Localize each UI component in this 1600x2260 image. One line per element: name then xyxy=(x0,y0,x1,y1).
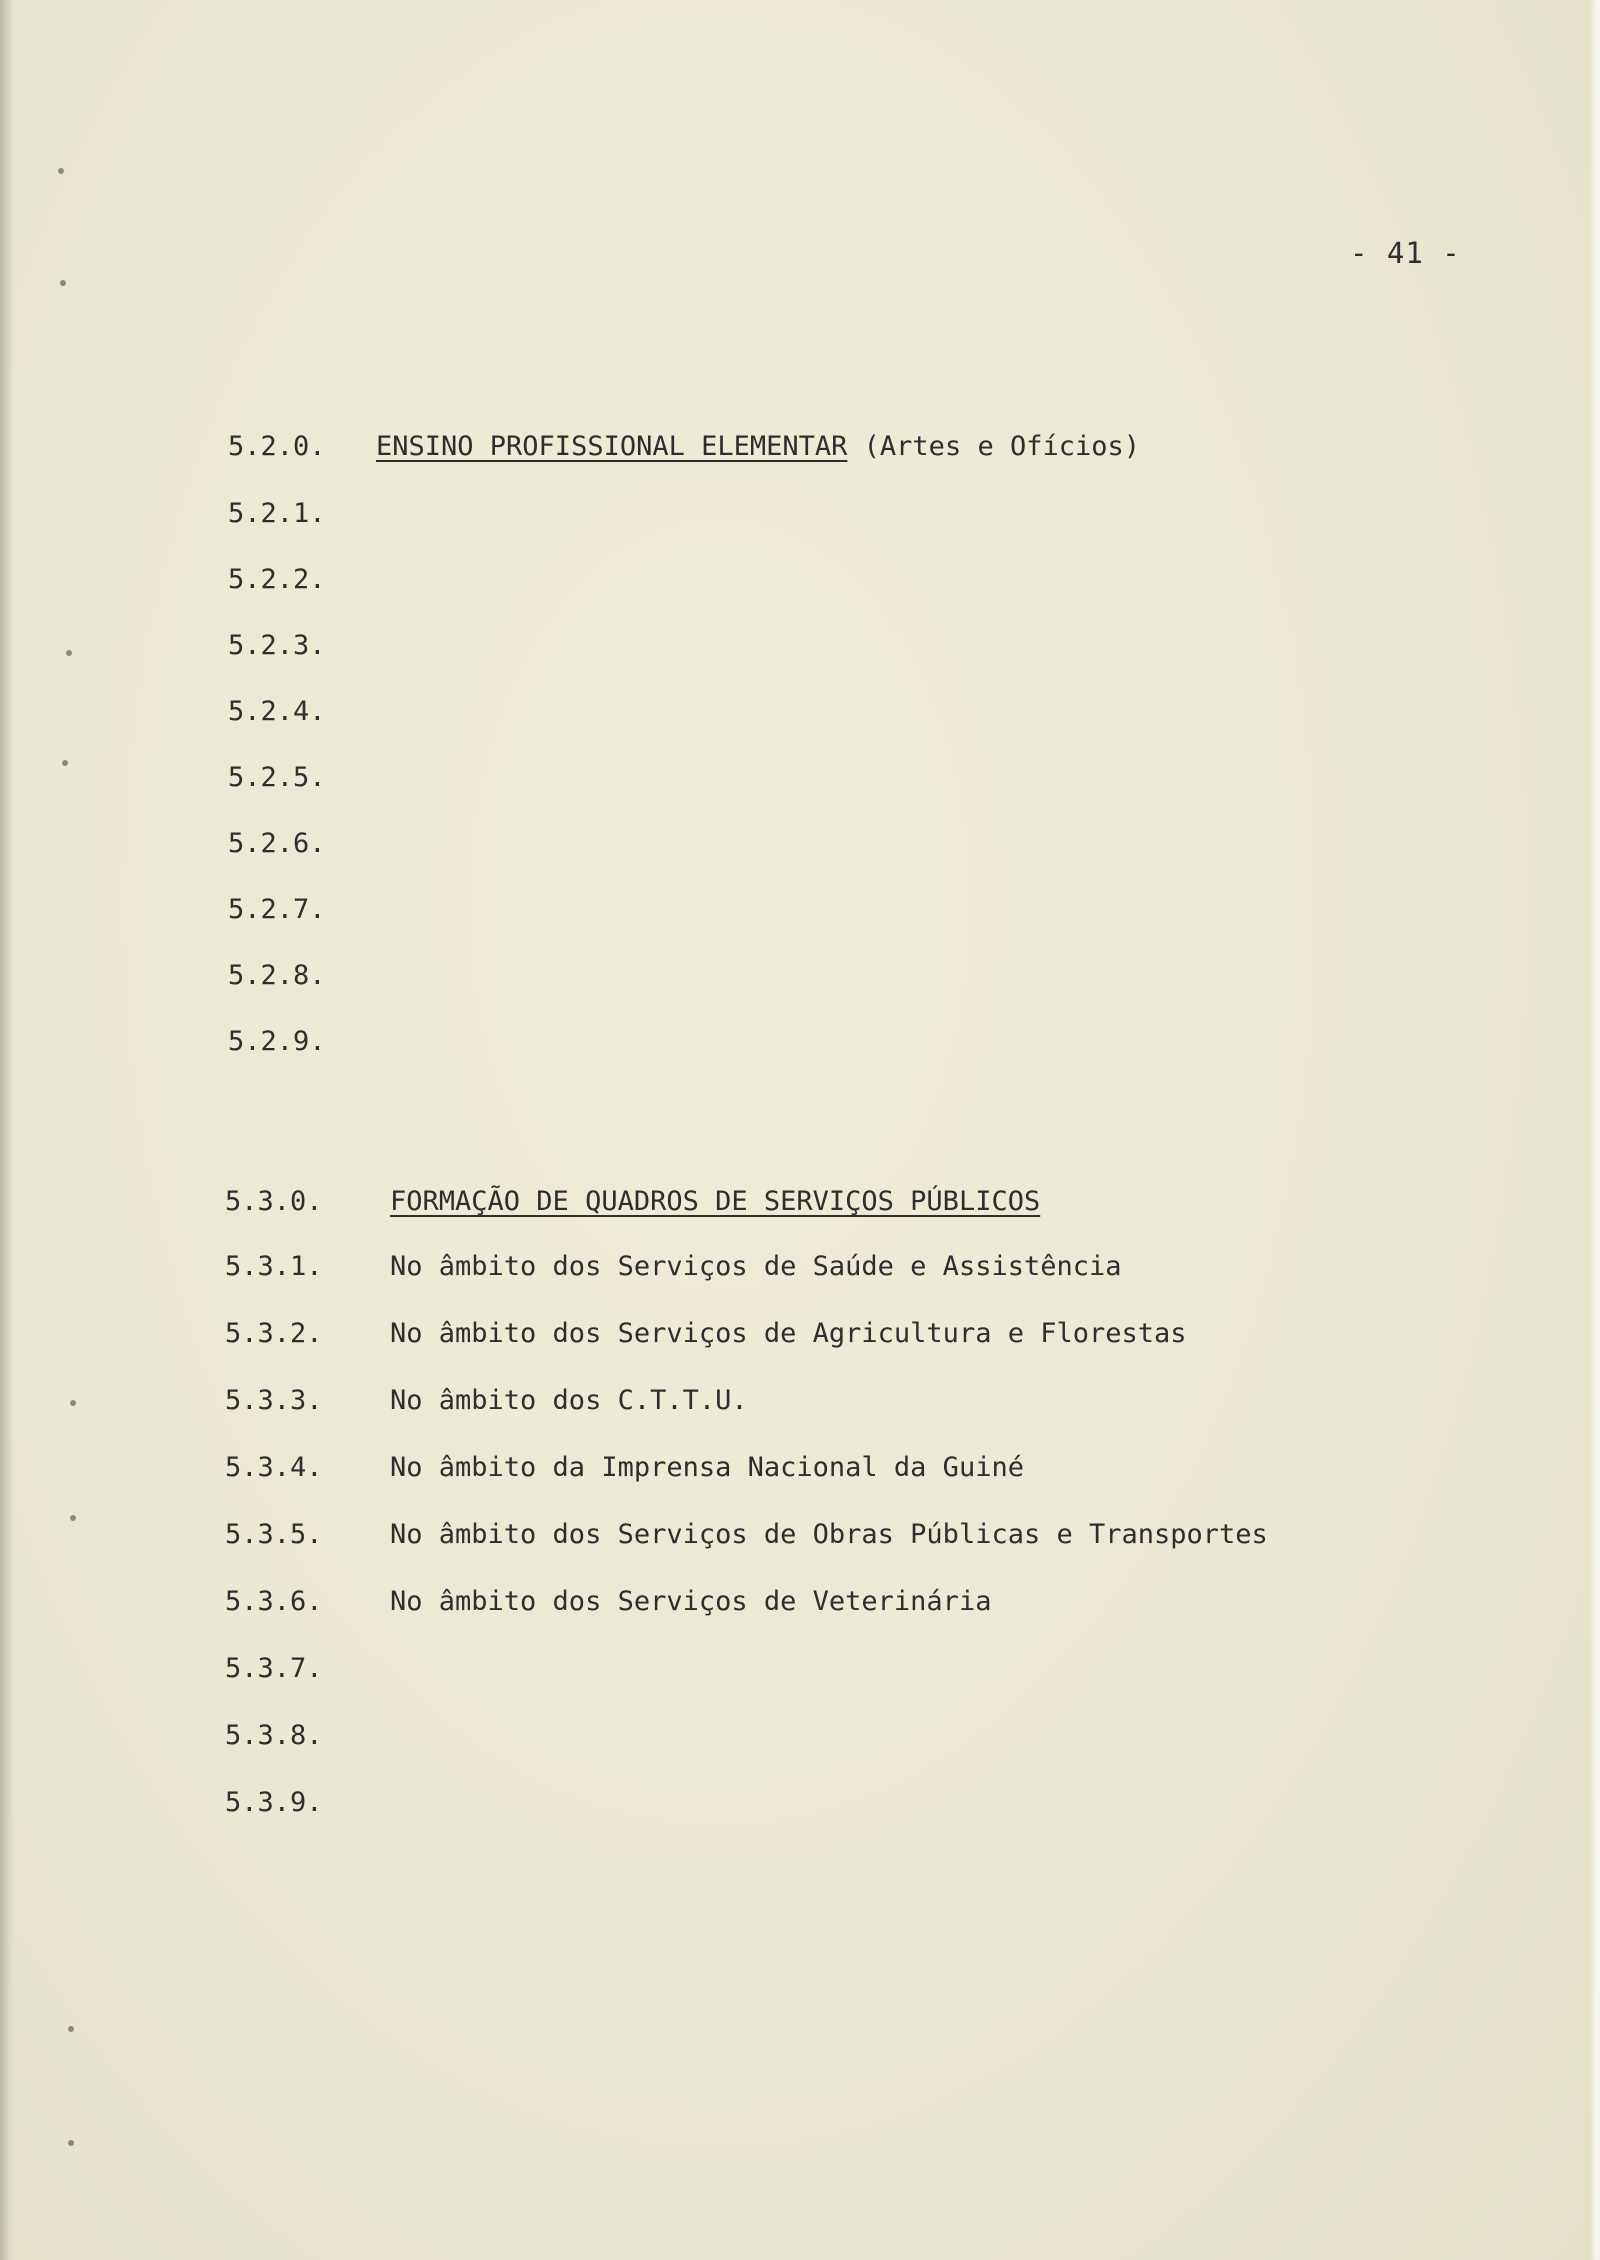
item-number: 5.3.8. xyxy=(225,1720,323,1751)
item-number: 5.3.2. xyxy=(225,1318,323,1349)
page-right-edge xyxy=(1590,0,1600,2260)
section-heading-suffix: (Artes e Ofícios) xyxy=(847,431,1141,462)
section-heading-title: FORMAÇÃO DE QUADROS DE SERVIÇOS PÚBLICOS xyxy=(390,1186,1041,1217)
item-text: No âmbito dos Serviços de Veterinária xyxy=(390,1586,992,1617)
item-number: 5.3.0. xyxy=(225,1186,323,1217)
item-number: 5.2.2. xyxy=(228,564,326,595)
item-number: 5.2.0. xyxy=(228,431,326,462)
item-text: No âmbito dos Serviços de Agricultura e Florestas xyxy=(390,1318,1187,1349)
binding-mark xyxy=(60,280,66,286)
item-number: 5.3.5. xyxy=(225,1519,323,1550)
item-number: 5.2.7. xyxy=(228,894,326,925)
binding-mark xyxy=(58,168,64,174)
binding-mark xyxy=(68,2026,74,2032)
item-number: 5.3.7. xyxy=(225,1653,323,1684)
item-number: 5.3.6. xyxy=(225,1586,323,1617)
item-text: No âmbito da Imprensa Nacional da Guiné xyxy=(390,1452,1024,1483)
binding-mark xyxy=(62,760,68,766)
item-text: No âmbito dos Serviços de Saúde e Assistência xyxy=(390,1251,1122,1282)
item-number: 5.2.1. xyxy=(228,498,326,529)
item-number: 5.2.8. xyxy=(228,960,326,991)
item-text: No âmbito dos C.T.T.U. xyxy=(390,1385,748,1416)
item-number: 5.2.5. xyxy=(228,762,326,793)
binding-mark xyxy=(66,650,72,656)
item-number: 5.2.6. xyxy=(228,828,326,859)
item-number: 5.2.9. xyxy=(228,1026,326,1057)
item-number: 5.3.1. xyxy=(225,1251,323,1282)
binding-mark xyxy=(70,1515,76,1521)
item-number: 5.3.4. xyxy=(225,1452,323,1483)
binding-mark xyxy=(68,2140,74,2146)
item-number: 5.3.9. xyxy=(225,1787,323,1818)
section-heading-title: ENSINO PROFISSIONAL ELEMENTAR xyxy=(376,431,848,462)
item-number: 5.2.3. xyxy=(228,630,326,661)
item-number: 5.3.3. xyxy=(225,1385,323,1416)
item-text: No âmbito dos Serviços de Obras Públicas e Transportes xyxy=(390,1519,1268,1550)
binding-mark xyxy=(70,1400,76,1406)
section-heading-text xyxy=(376,430,1140,464)
page-left-edge-shadow xyxy=(0,0,14,2260)
page-number: - 41 - xyxy=(1350,236,1461,270)
item-number: 5.2.4. xyxy=(228,696,326,727)
